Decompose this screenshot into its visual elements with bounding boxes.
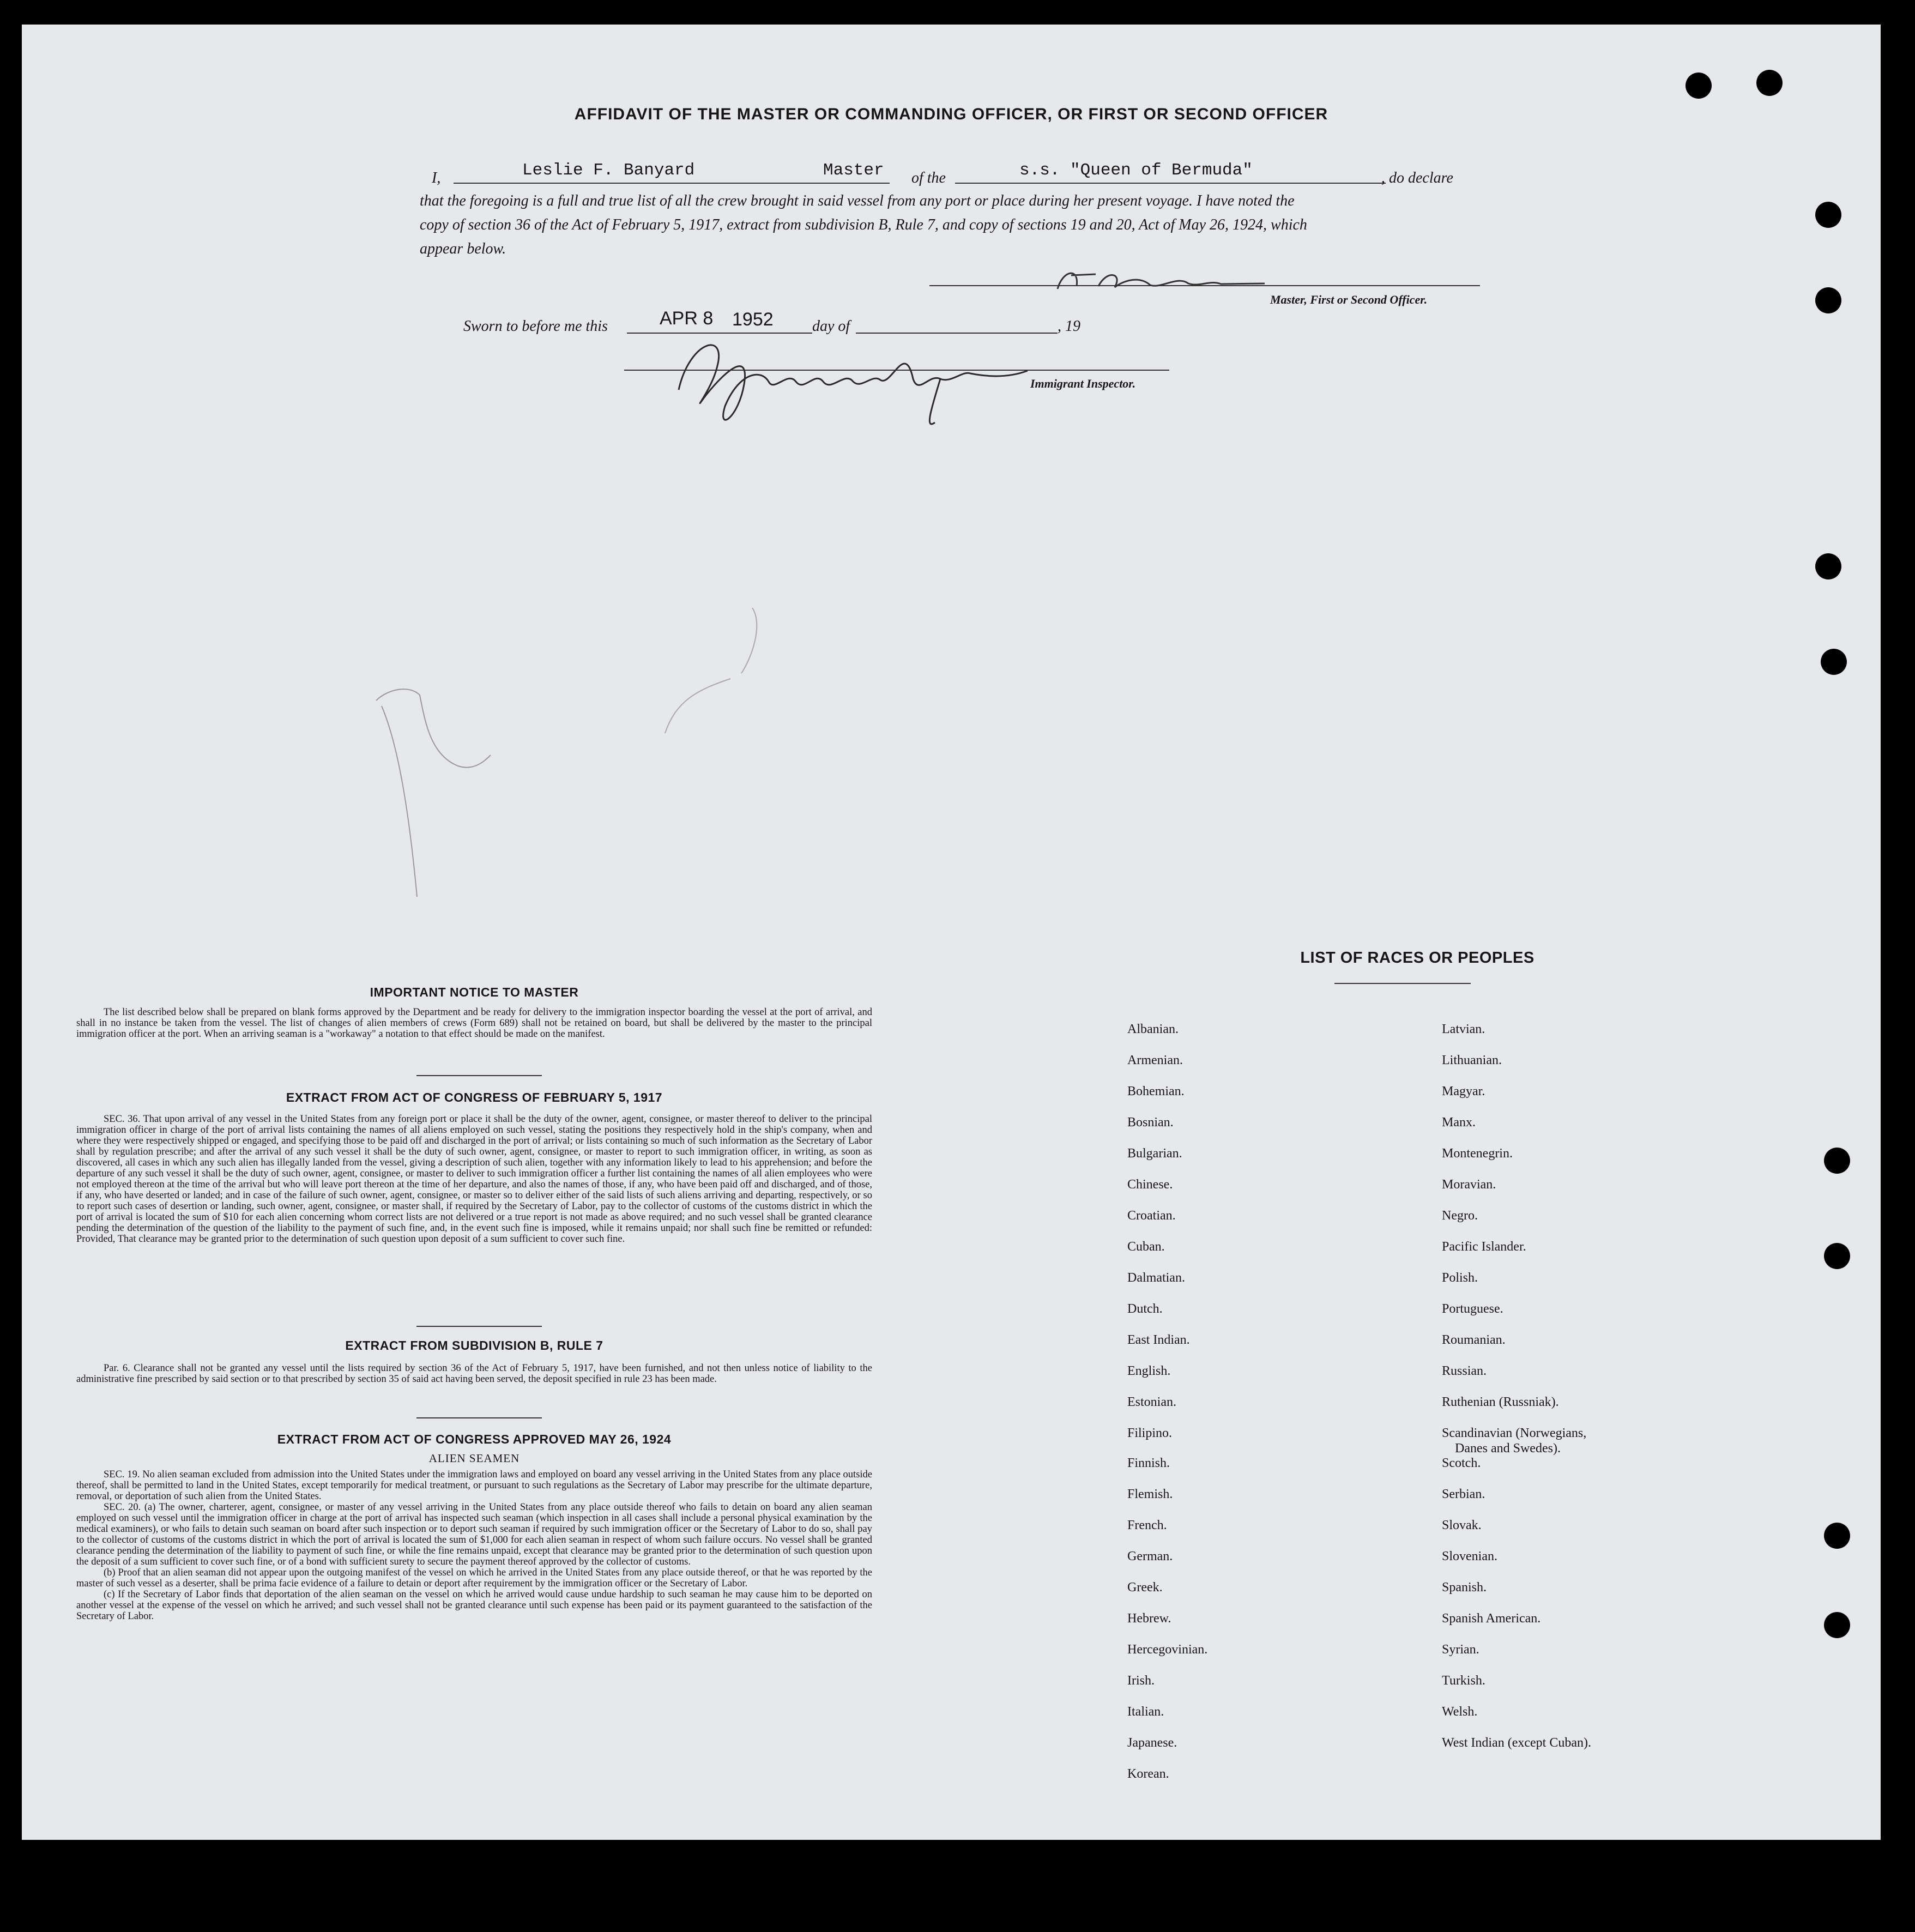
race-item: Pacific Islander.: [1442, 1240, 1526, 1254]
race-item: English.: [1127, 1364, 1171, 1378]
race-item: Chinese.: [1127, 1178, 1173, 1192]
race-item: Dutch.: [1127, 1302, 1163, 1316]
races-heading: LIST OF RACES OR PEOPLES: [1300, 949, 1535, 967]
race-item: East Indian.: [1127, 1333, 1190, 1347]
punch-hole: [1815, 553, 1841, 579]
race-item: Syrian.: [1442, 1643, 1479, 1657]
punch-hole: [1815, 202, 1841, 228]
punch-hole: [1824, 1243, 1850, 1269]
document-title: AFFIDAVIT OF THE MASTER OR COMMANDING OFFICER, OR FIRST OR SECOND OFFICER: [574, 105, 1328, 123]
race-item: Slovenian.: [1442, 1549, 1497, 1563]
declaration-body-line1: that the foregoing is a full and true list of all the crew brought in said vessel from any port or place during her present voyage. I have noted the: [420, 192, 1295, 209]
inspector-caption: Immigrant Inspector.: [1030, 377, 1136, 390]
race-item: French.: [1127, 1518, 1167, 1532]
extract-1924-subheading: ALIEN SEAMEN: [428, 1452, 520, 1465]
sec19-text: SEC. 19. No alien seaman excluded from admission into the United States under the immigration laws and employed on board any vessel arriving in the United States from any place outside thereof, shall be permitted to land in the United States, except temporarily for medical treatment, or pursuant to such regulations as the Secretary of Labor may prescribe for the ultimate departure, removal, or deportation of such alien from the United States.: [76, 1469, 872, 1502]
race-item: Danes and Swedes).: [1455, 1441, 1561, 1456]
punch-hole: [1756, 70, 1783, 96]
sworn-year-prefix: , 19: [1058, 318, 1080, 335]
race-item: Estonian.: [1127, 1395, 1176, 1409]
race-item: Armenian.: [1127, 1053, 1183, 1067]
race-item: Scotch.: [1442, 1456, 1481, 1470]
master-signature: [1047, 259, 1276, 303]
race-item: Turkish.: [1442, 1674, 1485, 1688]
extract-1917-heading: EXTRACT FROM ACT OF CONGRESS OF FEBRUARY 5, 1917: [286, 1090, 663, 1104]
pencil-marks: [349, 591, 785, 897]
punch-hole: [1686, 73, 1712, 99]
race-item: Greek.: [1127, 1580, 1163, 1595]
inspector-signature-line: [624, 370, 1169, 371]
race-item: Spanish American.: [1442, 1611, 1541, 1626]
race-item: Albanian.: [1127, 1022, 1179, 1036]
sec20b-text: (b) Proof that an alien seaman did not appear upon the outgoing manifest of the vessel on which he arrived in the United States from any place outside thereof, or that he was reported by the master of such vessel as a deserter, shall be prima facie evidence of a failure to detain or deport after requirement by the immigration officer or the Secretary of Labor.: [76, 1567, 872, 1589]
extract-1917-text: SEC. 36. That upon arrival of any vessel in the United States from any foreign port or place it shall be the duty of the owner, agent, consignee, or master thereof to deliver to the principal immigration officer in charge of the port of arrival lists containing the names of all aliens employed on such vessel, stating the positions they respectively hold in the ship's company, when and where they were respectively shipped or engaged, and specifying those to be paid off and discharged in the port of arrival; or lists containing so much of such information as the Secretary of Labor shall by regulation prescribe; and after the arrival of any such vessel it shall be the duty of such owner, agent, consignee, or master to report to such immigration officer, in writing, as soon as discovered, all cases in which any such alien has illegally landed from the vessel, giving a description of such alien, together with any information likely to lead to his apprehension; and before the departure of any such vessel it shall be the duty of such owner, agent, consignee, or master to deliver to such immigration officer a further list containing the names of all alien employees who were not employed thereon at the time of the arrival but who will leave port thereon at the time of her departure, and also the names of those, if any, who have been paid off and discharged, and of those, if any, who have deserted or landed; and in case of the failure of such owner, agent, consignee, or master so to deliver either of the said lists of such aliens arriving and departing, respectively, or so to report such cases of desertion or landing, such owner, agent, consignee, or master shall, if required by the Secretary of Labor, pay to the collector of customs of the customs district in which the port of arrival is located the sum of $10 for each alien concerning whom correct lists are not delivered or a true report is not made as above required; and no such vessel shall be granted clearance pending the determination of the question of the liability to the payment of such fine, and, in the event such fine is imposed, while it remains unpaid; nor shall such fine be remitted or refunded: Provided, That clearance may be granted prior to the determination of such question upon deposit of a sum sufficient to cover such fine.: [76, 1114, 872, 1245]
sworn-day-of: day of: [812, 318, 850, 335]
vessel-name: s.s. "Queen of Bermuda": [1019, 161, 1253, 180]
notice-text: The list described below shall be prepared on blank forms approved by the Department and be ready for delivery to the immigration inspector boarding the vessel at the port of arrival, and shall in no instance be taken from the vessel. The list of changes of alien members of crews (Form 689) shall not be retained on board, but shall be delivered by the master to the principal immigration officer at the port. When an arriving seaman is a "workaway" a notation to that effect should be made on the manifest.: [76, 1007, 872, 1040]
race-item: Roumanian.: [1442, 1333, 1506, 1347]
extract-1924-heading: EXTRACT FROM ACT OF CONGRESS APPROVED MAY 26, 1924: [277, 1432, 672, 1446]
race-item: Manx.: [1442, 1115, 1476, 1130]
inspector-signature: [657, 319, 1082, 439]
race-item: Italian.: [1127, 1705, 1164, 1719]
race-item: Moravian.: [1442, 1178, 1496, 1192]
race-item: Portuguese.: [1442, 1302, 1503, 1316]
sec20a-text: SEC. 20. (a) The owner, charterer, agent, consignee, or master of any vessel arriving in the United States from any place outside thereof who fails to detain on board any alien seaman employed on such vessel until the immigration officer in charge at the port of arrival has inspected such seaman (which inspection in all cases shall include a personal physical examination by the medical examiners), or who fails to detain such seaman on board after such inspection or to deport such seaman if required by such immigration officer or the Secretary of Labor to do so, shall pay to the collector of customs of the customs district in which the port of arrival is located the sum of $1,000 for each alien seaman in respect of whom such failure occurs. No vessel shall be granted clearance pending the determination of the liability to payment of such fine, or while the fine remains unpaid, except that clearance may be granted prior to the determination of such question upon the deposit of a sum sufficient to cover such fine, or of a bond with sufficient surety to secure the payment thereof approved by the collector of customs.: [76, 1502, 872, 1567]
race-item: Croatian.: [1127, 1209, 1176, 1223]
race-item: Scandinavian (Norwegians,: [1442, 1426, 1587, 1440]
stamp-year: 1952: [732, 309, 774, 330]
race-item: Magyar.: [1442, 1084, 1485, 1098]
notice-heading: IMPORTANT NOTICE TO MASTER: [370, 985, 579, 999]
race-item: Finnish.: [1127, 1456, 1170, 1470]
punch-hole: [1824, 1612, 1850, 1638]
declaration-do-declare: , do declare: [1381, 170, 1453, 186]
races-divider: [1334, 983, 1471, 984]
race-item: Montenegrin.: [1442, 1146, 1513, 1161]
race-item: Russian.: [1442, 1364, 1487, 1378]
race-item: Lithuanian.: [1442, 1053, 1502, 1067]
punch-hole: [1821, 649, 1847, 675]
race-item: Japanese.: [1127, 1736, 1177, 1750]
race-item: Cuban.: [1127, 1240, 1165, 1254]
sec20c-text: (c) If the Secretary of Labor finds that deportation of the alien seaman on the vessel on which he arrived would cause undue hardship to such seaman he may cause him to be deported on another vessel at the expense of the vessel on which he arrived; and such vessel shall not be granted clearance until such expense has been paid or its payment guaranteed to the satisfaction of the Secretary of Labor.: [76, 1589, 872, 1622]
race-item: Irish.: [1127, 1674, 1155, 1688]
sworn-label: Sworn to before me this: [463, 318, 608, 335]
divider-2: [416, 1326, 542, 1327]
race-item: Latvian.: [1442, 1022, 1485, 1036]
race-item: German.: [1127, 1549, 1173, 1563]
race-item: Negro.: [1442, 1209, 1478, 1223]
declaration-body-line2: copy of section 36 of the Act of February 5, 1917, extract from subdivision B, Rule 7, and copy of sections 19 and 20, Act of May 26, 1924, which: [420, 216, 1307, 233]
race-item: Hebrew.: [1127, 1611, 1171, 1626]
race-item: Serbian.: [1442, 1487, 1485, 1501]
race-item: Slovak.: [1442, 1518, 1482, 1532]
divider-1: [416, 1075, 542, 1076]
race-item: Spanish.: [1442, 1580, 1487, 1595]
punch-hole: [1824, 1148, 1850, 1174]
race-item: Ruthenian (Russniak).: [1442, 1395, 1559, 1409]
race-item: West Indian (except Cuban).: [1442, 1736, 1591, 1750]
declaration-prefix: I,: [432, 170, 441, 186]
race-item: Welsh.: [1442, 1705, 1478, 1719]
declaration-body-line3: appear below.: [420, 240, 506, 257]
vessel-underline: [955, 183, 1386, 184]
race-item: Dalmatian.: [1127, 1271, 1185, 1285]
race-item: Bohemian.: [1127, 1084, 1185, 1098]
name-underline: [454, 183, 890, 184]
race-item: Korean.: [1127, 1767, 1169, 1781]
stamp-date: APR 8: [660, 308, 714, 329]
race-item: Filipino.: [1127, 1426, 1173, 1440]
extract-1924-body: [76, 1469, 872, 1622]
race-item: Bosnian.: [1127, 1115, 1174, 1130]
extract-rule7-heading: EXTRACT FROM SUBDIVISION B, RULE 7: [345, 1338, 603, 1353]
race-item: Bulgarian.: [1127, 1146, 1182, 1161]
punch-hole: [1824, 1523, 1850, 1549]
race-item: Flemish.: [1127, 1487, 1173, 1501]
punch-hole: [1815, 287, 1841, 313]
divider-3: [416, 1417, 542, 1418]
master-rank: Master: [823, 161, 884, 180]
extract-rule7-text: Par. 6. Clearance shall not be granted any vessel until the lists required by section 36 of the Act of February 5, 1917, have been furnished, and not then unless notice of liability to the administrative fine prescribed by said section or to that prescribed by section 35 of said act having been served, the deposit specified in rule 23 has been made.: [76, 1363, 872, 1385]
master-name: Leslie F. Banyard: [522, 161, 695, 180]
race-item: Hercegovinian.: [1127, 1643, 1208, 1657]
master-signature-caption: Master, First or Second Officer.: [1270, 293, 1428, 306]
affidavit-sheet: [22, 25, 1881, 1840]
race-item: Polish.: [1442, 1271, 1478, 1285]
declaration-of-the: of the: [911, 170, 946, 186]
